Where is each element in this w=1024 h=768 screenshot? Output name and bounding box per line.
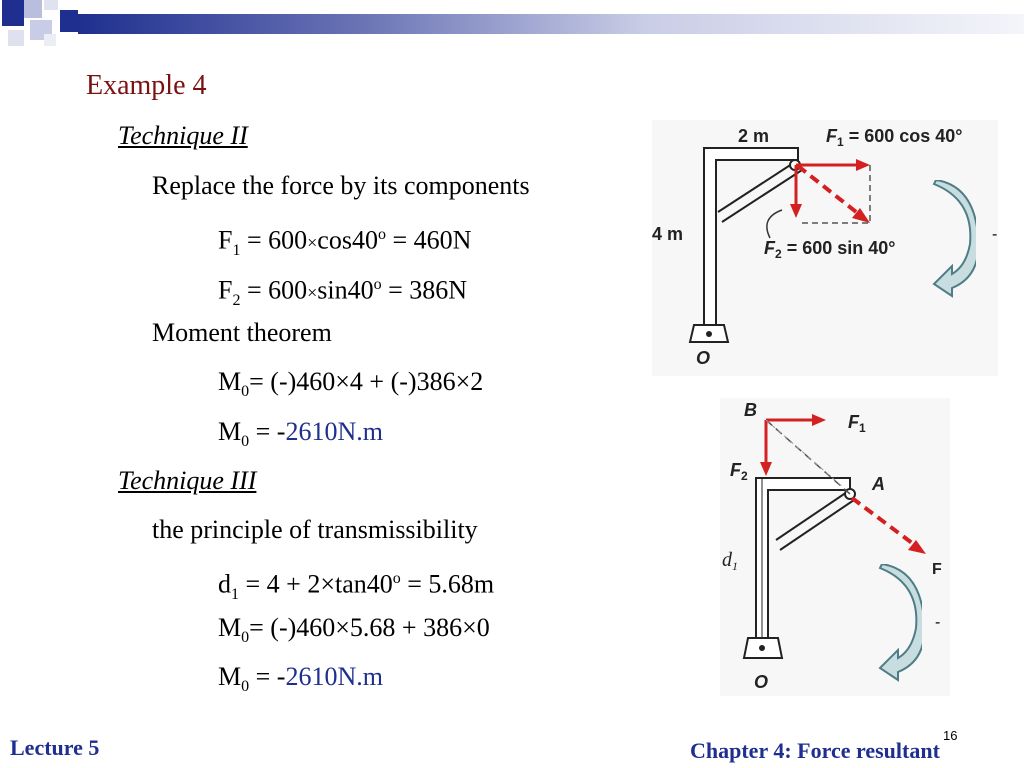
f2-equation [218, 270, 467, 316]
technique3-heading: Technique III [118, 466, 257, 495]
d1-expr: = 4 + 2×tan40 [239, 569, 393, 599]
fig2-f1-sym: F [848, 412, 859, 432]
fig1-f1-eq: = 600 cos 40° [843, 126, 963, 146]
sign-minus-2: - [935, 614, 941, 631]
f1-res: = 460N [385, 225, 472, 255]
f2-sub: 2 [232, 291, 241, 309]
fig1-f1-sym: F [826, 126, 837, 146]
fig2-f2-sub: 2 [741, 469, 748, 483]
page-number: 16 [943, 728, 958, 743]
d1-symbol: d [218, 569, 231, 599]
f2-deg: o [373, 276, 382, 293]
fig2-f2-sym: F [730, 460, 741, 480]
corner-square-3 [44, 0, 58, 10]
footer-chapter: Chapter 4: Force resultant [690, 738, 940, 763]
f2-eq: = 600 [240, 275, 308, 305]
m0d-eq: = - [249, 662, 286, 691]
d1-sub: 1 [231, 585, 239, 603]
f1-mult: × [307, 232, 318, 253]
slide-title: Example 4 [86, 70, 207, 101]
fig1-label-f2 [764, 238, 895, 261]
fig1-label-4m: 4 m [652, 224, 684, 244]
m0b-sub: 0 [241, 433, 250, 451]
fig2-d1-sub: 1 [732, 559, 738, 573]
clockwise-moment-arrow-2-icon [872, 564, 922, 684]
fig1-f1-sub: 1 [837, 135, 844, 149]
fig2-label-f: F [932, 561, 942, 578]
fig1-f2-eq: = 600 sin 40° [781, 238, 896, 258]
m0c-expr: = (-)460×5.68 + 386×0 [249, 613, 490, 642]
m0d-value: 2610N.m [285, 662, 383, 691]
replace-text: Replace the force by its components [152, 171, 530, 200]
m0a-symbol: M [218, 367, 242, 396]
fig2-d1-sym: d [722, 549, 732, 571]
fig1-f2-sub: 2 [775, 247, 782, 261]
f2-mult: × [307, 282, 318, 303]
d1-res: = 5.68m [400, 569, 495, 599]
m0-expression-1 [218, 367, 483, 407]
m0d-sub: 0 [241, 678, 250, 696]
f2-symbol: F [218, 275, 233, 305]
f1-cos: cos40 [317, 225, 378, 255]
fig1-label-2m: 2 m [738, 126, 770, 146]
fig1-label-f1 [826, 126, 962, 149]
m0b-value: 2610N.m [285, 417, 383, 446]
f1-eq: = 600 [240, 225, 308, 255]
m0d-symbol: M [218, 662, 242, 691]
f1-symbol: F [218, 225, 233, 255]
fig1-label-o: O [696, 348, 711, 368]
f1-equation [218, 220, 471, 266]
corner-square-6 [8, 30, 24, 46]
m0-result-2 [218, 662, 383, 702]
f1-sub: 1 [232, 241, 241, 259]
corner-square-4 [60, 10, 78, 32]
corner-square-7 [44, 34, 56, 46]
clockwise-moment-arrow-icon [926, 180, 976, 300]
technique2-heading: Technique II [118, 121, 248, 150]
footer-lecture: Lecture 5 [10, 735, 100, 760]
fig2-label-b: B [744, 400, 757, 420]
m0c-symbol: M [218, 613, 242, 642]
fig1-f2-sym: F [764, 238, 775, 258]
d1-deg: o [392, 570, 401, 587]
corner-square-1 [2, 0, 24, 26]
corner-square-2 [24, 0, 42, 18]
fig2-label-a: A [872, 474, 885, 494]
fig2-label-o: O [754, 672, 769, 692]
sign-minus-1: - [992, 226, 998, 243]
f2-sin: sin40 [317, 275, 374, 305]
fig2-f1-sub: 1 [859, 421, 866, 435]
f2-res: = 386N [381, 275, 468, 305]
m0b-symbol: M [218, 417, 242, 446]
m0-expression-2 [218, 613, 490, 653]
m0-result-1 [218, 417, 383, 457]
m0c-sub: 0 [241, 629, 250, 647]
m0b-eq: = - [249, 417, 286, 446]
top-gradient-bar [78, 14, 1024, 34]
m0a-sub: 0 [241, 383, 250, 401]
principle-text: the principle of transmissibility [152, 515, 478, 544]
d1-equation [218, 564, 494, 610]
m0a-expr: = (-)460×4 + (-)386×2 [249, 367, 484, 396]
f1-deg: o [377, 226, 386, 243]
moment-theorem-text: Moment theorem [152, 318, 332, 347]
